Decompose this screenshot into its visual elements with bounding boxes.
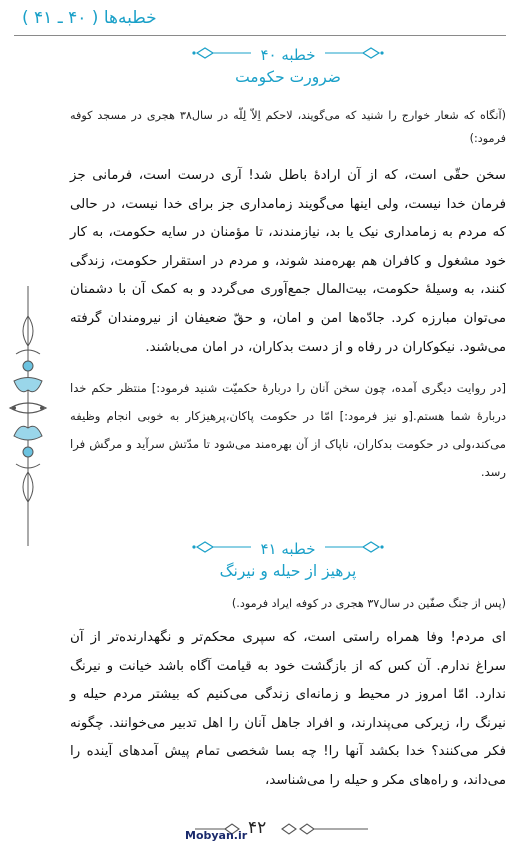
heading-ornament-right-icon	[325, 45, 385, 64]
sermon41-title: پرهیز از حیله و نیرنگ	[219, 562, 357, 580]
heading-ornament-right-icon	[325, 539, 385, 558]
sermon41-intro: (پس از جنگ صفّین در سال۳۷ هجری در کوفه ایراد فرمود.)	[231, 597, 506, 610]
heading-ornament-left-icon	[191, 45, 251, 64]
watermark: Mobyan.ir	[185, 829, 248, 842]
page-number: ۴۲	[248, 818, 267, 838]
side-ornament-icon	[6, 286, 50, 546]
running-head: خطبه‌ها ( ۴۰ ـ ۴۱ )	[22, 8, 157, 28]
sermon41-heading	[98, 538, 478, 580]
sermon40-number: خطبه ۴۰	[260, 45, 316, 64]
sermon41-number: خطبه ۴۱	[260, 539, 316, 558]
sermon40-body: سخن حقّی است، که از آن ارادهٔ باطل شد! آری درست است، فرمانی جز فرمان خدا نیست، ولی اینها می‌گویند زمامداری جز برای خدا نیست، در حالی که مردم به زمامداری نیک یا بد، نیازمندند، تا مؤمنان در سایه حکومت، به کار خود مشغول و کافران هم بهره‌مند شوند، و مردم در استقرار حکومت، زندگی کنند، به وسیلهٔ حکومت، بیت‌المال جمع‌آوری می‌گردد و به کمک آن با دشمنان می‌توان مبارزه کرد. جادّه‌ها امن و امان، و حقّ ضعیفان از نیرومندان گرفته می‌شود. نیکوکاران در رفاه و از دست بدکاران، در امان می‌باشند.	[70, 168, 506, 355]
header-rule	[14, 35, 506, 36]
heading-ornament-left-icon	[191, 539, 251, 558]
sermon40-intro: (آنگاه که شعار خوارج را شنید که می‌گویند، لاحکم اِلاّ لِلّه در سال۳۸ هجری در مسجد کوفه فرمود:)	[70, 109, 506, 145]
sermon40-heading	[98, 44, 478, 86]
sermon40-variant: [در روایت دیگری آمده، چون سخن آنان را دربارهٔ حکمیّت شنید فرمود:] منتظر حکم خدا دربارهٔ شما هستم.[و نیز فرمود:] امّا در حکومت پاکان،پرهیزکار به خوبی انجام وظیفه می‌کند،ولی در حکومت بدکاران، ناپاک از آن بهره‌مند می‌شود تا مدّتش سرآید و مرگش فرا رسد.	[70, 381, 506, 479]
sermon41-body: ای مردم! وفا همراه راستی است، که سپری محکم‌تر و نگهدارنده‌تر از آن سراغ ندارم. آن کس که از بازگشت خود به قیامت آگاه باشد خیانت و نیرنگ ندارد. امّا امروز در محیط و زمانه‌ای زندگی می‌کنیم که بیشتر مردم حیله و نیرنگ را، زیرکی می‌پندارند، و افراد جاهل آنان را اهل تدبیر می‌خوانند. چگونه فکر می‌کنند؟ خدا بکشد آنها را! چه بسا شخصی تمام پیش آمدهای آینده را می‌داند، و راه‌های مکر و حیله را می‌شناسد،	[70, 630, 506, 788]
sermon40-title: ضرورت حکومت	[235, 68, 341, 86]
footer-ornament-right-icon	[278, 822, 368, 836]
